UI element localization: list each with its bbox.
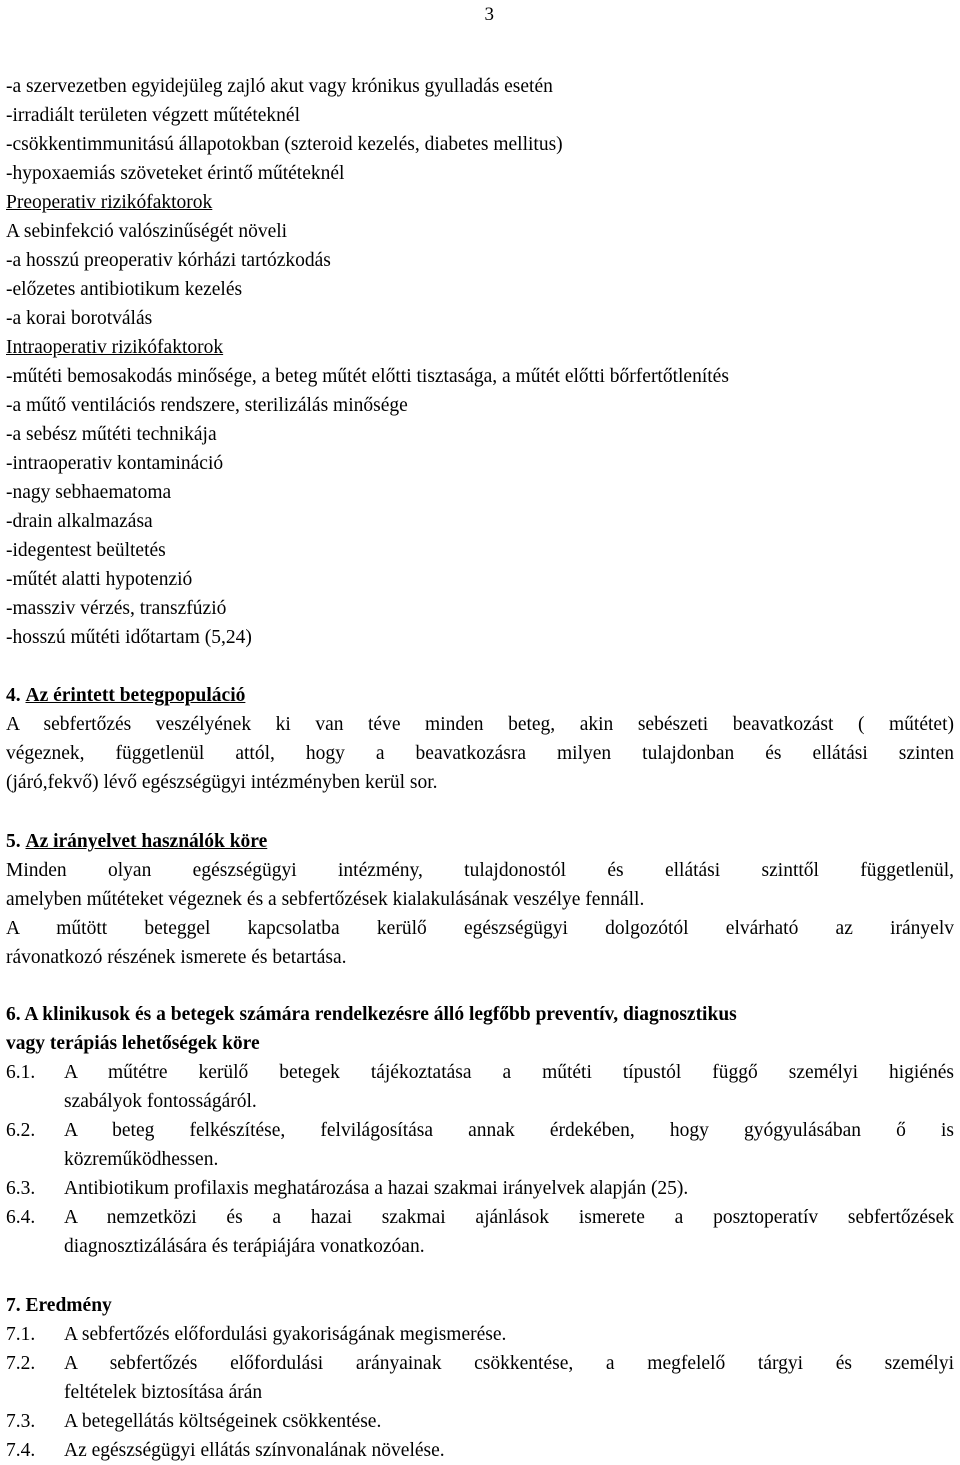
section-6 (6, 1000, 954, 1261)
intraop-heading: Intraoperativ rizikófaktorok (6, 337, 224, 358)
list-item: -intraoperativ kontamináció (6, 453, 224, 474)
list-item: -a műtő ventilációs rendszere, sterilizálás minősége (6, 395, 408, 416)
numbered-item (6, 1320, 954, 1349)
section-7 (6, 1291, 954, 1465)
numbered-item (6, 1349, 954, 1407)
list-item: -műtéti bemosakodás minősége, a beteg műtét előtti tisztasága, a műtét előtti bőrfertőtlenítés (6, 366, 729, 387)
section-5-para-line: A műtött beteggel kapcsolatba kerülő egészségügyi dolgozótól elvárható az irányelv (6, 918, 954, 939)
list-item: -előzetes antibiotikum kezelés (6, 279, 243, 300)
section-4-number: 4. (6, 685, 21, 706)
list-item: -a hosszú preoperativ kórházi tartózkodás (6, 250, 331, 271)
list-item: -a korai borotválás (6, 308, 153, 329)
section-6-heading-cont: vagy terápiás lehetőségek köre (6, 1033, 260, 1054)
item-number: 6.4. (6, 1207, 36, 1228)
numbered-item (6, 1407, 954, 1436)
page-number: 3 (484, 4, 494, 25)
item-text: A beteg felkészítése, felvilágosítása annak érdekében, hogy gyógyulásában ő is (64, 1120, 954, 1141)
section-4-heading (6, 681, 954, 710)
item-text: A műtétre kerülő betegek tájékoztatása a műtéti típustól függő személyi higiénés (64, 1062, 954, 1083)
item-text: A nemzetközi és a hazai szakmai ajánlások ismerete a posztoperatív sebfertőzések (64, 1207, 954, 1228)
item-number: 7.2. (6, 1353, 36, 1374)
item-number: 7.1. (6, 1324, 36, 1345)
section-7-heading: 7. Eredmény (6, 1295, 112, 1316)
preop-intro: A sebinfekció valószinűségét növeli (6, 221, 288, 242)
item-text: diagnosztizálására és terápiájára vonatkozóan. (64, 1236, 425, 1257)
item-number: 6.3. (6, 1178, 36, 1199)
item-text: feltételek biztosítása árán (64, 1382, 263, 1403)
item-text: Antibiotikum profilaxis meghatározása a hazai szakmai irányelvek alapján (25). (64, 1178, 689, 1199)
numbered-item (6, 1436, 954, 1465)
item-text: A sebfertőzés előfordulási arányainak csökkentése, a megfelelő tárgyi és személyi (64, 1353, 954, 1374)
section-4-para-line: A sebfertőzés veszélyének ki van téve minden beteg, akin sebészeti beavatkozást ( műtétet) (6, 714, 954, 735)
section-5-para-line: amelyben műtéteket végeznek és a sebfertőzések kialakulásának veszélye fennáll. (6, 889, 645, 910)
section-5-para-line: rávonatkozó részének ismerete és betartása. (6, 947, 347, 968)
numbered-item (6, 1058, 954, 1116)
item-text: szabályok fontosságáról. (64, 1091, 257, 1112)
item-text: közreműködhessen. (64, 1149, 219, 1170)
section-4-para-line: végeznek, függetlenül attól, hogy a beavatkozásra milyen tulajdonban és ellátási szinten (6, 743, 954, 764)
list-item: -massziv vérzés, transzfúzió (6, 598, 227, 619)
item-text: A sebfertőzés előfordulási gyakoriságának megismerése. (64, 1324, 507, 1345)
list-item: -idegentest beültetés (6, 540, 166, 561)
preop-heading: Preoperativ rizikófaktorok (6, 192, 213, 213)
list-item: -a szervezetben egyidejüleg zajló akut vagy krónikus gyulladás esetén (6, 76, 553, 97)
section-5-number: 5. (6, 831, 21, 852)
item-number: 6.1. (6, 1062, 36, 1083)
numbered-item (6, 1116, 954, 1174)
section-5-title: Az irányelvet használók köre (25, 831, 268, 852)
list-item: -nagy sebhaematoma (6, 482, 172, 503)
list-item: -drain alkalmazása (6, 511, 153, 532)
numbered-item (6, 1174, 954, 1203)
list-item: -irradiált területen végzett műtéteknél (6, 105, 300, 126)
section-6-heading: 6. A klinikusok és a betegek számára rendelkezésre álló legfőbb preventív, diagnosztikus (6, 1004, 737, 1025)
section-4-para-line: (járó,fekvő) lévő egészségügyi intézményben kerül sor. (6, 772, 438, 793)
list-item: -csökkentimmunitású állapotokban (szteroid kezelés, diabetes mellitus) (6, 134, 563, 155)
section-4-title: Az érintett betegpopuláció (25, 685, 246, 706)
list-item: -hypoxaemiás szöveteket érintő műtéteknél (6, 163, 345, 184)
list-item: -műtét alatti hypotenzió (6, 569, 193, 590)
risk-factor-lists (6, 72, 954, 652)
item-text: A betegellátás költségeinek csökkentése. (64, 1411, 382, 1432)
item-number: 7.3. (6, 1411, 36, 1432)
list-item: -hosszú műtéti időtartam (5,24) (6, 627, 252, 648)
item-text: Az egészségügyi ellátás színvonalának növelése. (64, 1440, 445, 1461)
section-5-para-line: Minden olyan egészségügyi intézmény, tulajdonostól és ellátási szinttől függetlenül, (6, 860, 954, 881)
list-item: -a sebész műtéti technikája (6, 424, 217, 445)
item-number: 6.2. (6, 1120, 36, 1141)
section-5-heading (6, 827, 954, 856)
numbered-item (6, 1203, 954, 1261)
item-number: 7.4. (6, 1440, 36, 1461)
section-4 (6, 681, 954, 797)
section-5 (6, 827, 954, 972)
